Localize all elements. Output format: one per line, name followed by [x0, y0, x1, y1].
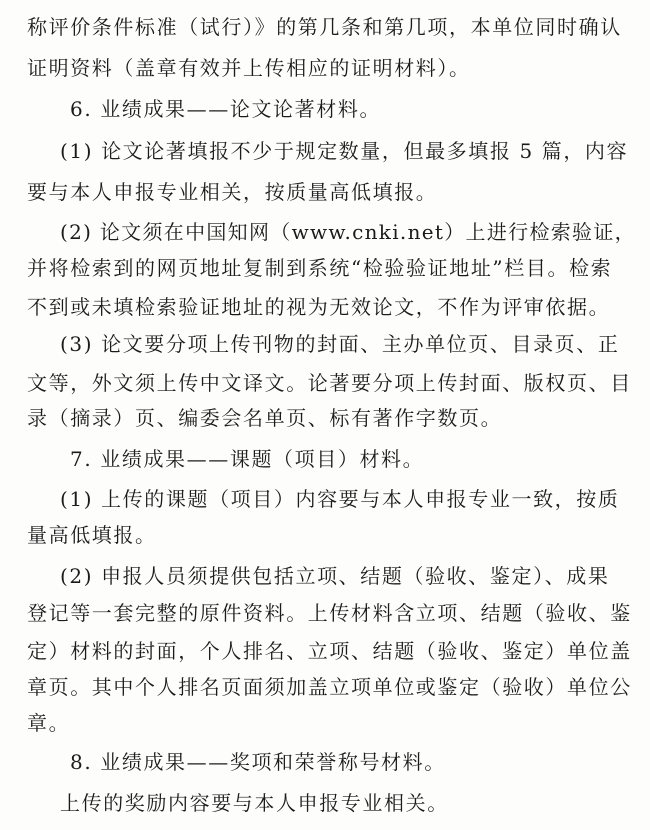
text-line: 并将检索到的网页地址复制到系统“检验验证地址”栏目。检索 — [27, 256, 613, 280]
text-line: 章页。其中个人排名页面须加盖立项单位或鉴定（验收）单位公 — [27, 675, 632, 699]
text-line: 章。 — [27, 711, 71, 735]
section-heading-6: 6. 业绩成果——论文论著材料。 — [70, 97, 382, 121]
text-line: 录（摘录）页、编委会名单页、标有著作字数页。 — [27, 406, 503, 430]
text-line: 称评价条件标准（试行）》的第几条和第几项，本单位同时确认 — [27, 15, 622, 39]
text-line: (1) 论文论著填报不少于规定数量，但最多填报 5 篇，内容 — [60, 139, 629, 163]
section-heading-7: 7. 业绩成果——课题（项目）材料。 — [70, 447, 425, 471]
text-line: 上传的奖励内容要与本人申报专业相关。 — [60, 791, 449, 815]
text-line: 量高低填报。 — [27, 523, 157, 547]
text-line: 定）材料的封面，个人排名、立项、结题（验收、鉴定）单位盖 — [27, 639, 632, 663]
text-line: (2) 申报人员须提供包括立项、结题（验收、鉴定）、成果 — [60, 564, 610, 588]
text-line: 要与本人申报专业相关，按质量高低填报。 — [27, 180, 438, 204]
text-line: (1) 上传的课题（项目）内容要与本人申报专业一致，按质 — [60, 487, 620, 511]
text-line: 不到或未填检索验证地址的视为无效论文，不作为评审依据。 — [27, 295, 611, 319]
text-line: 证明资料（盖章有效并上传相应的证明材料）。 — [27, 56, 471, 80]
section-heading-8: 8. 业绩成果——奖项和荣誉称号材料。 — [70, 750, 446, 774]
text-line: 登记等一套完整的原件资料。上传材料含立项、结题（验收、鉴 — [27, 601, 632, 625]
text-line: (2) 论文须在中国知网（www.cnki.net）上进行检索验证， — [60, 220, 636, 244]
text-line: 文等，外文须上传中文译文。论著要分项上传封面、版权页、目 — [27, 371, 632, 395]
text-line: (3) 论文要分项上传刊物的封面、主办单位页、目录页、正 — [60, 332, 620, 356]
